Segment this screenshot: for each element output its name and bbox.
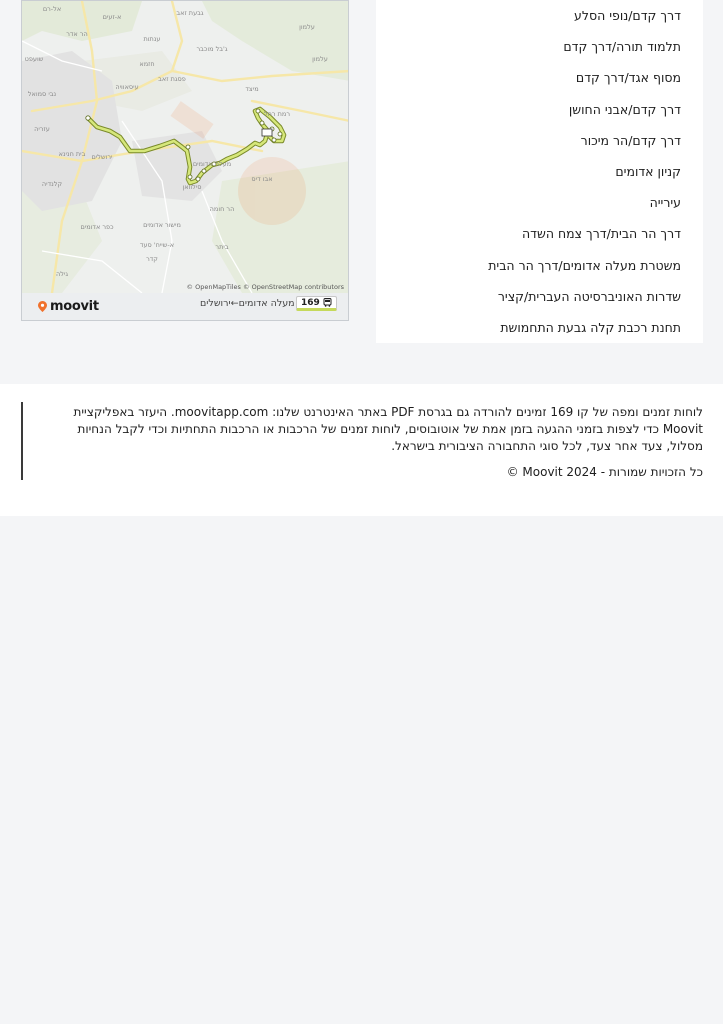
map-place-label: חזמא bbox=[139, 60, 155, 68]
moovit-logo bbox=[38, 298, 99, 314]
map-place-label: רמת רחל bbox=[263, 110, 291, 118]
map-place-label: עיסאוויה bbox=[115, 83, 139, 91]
map-place-label: הר אדר bbox=[66, 30, 88, 38]
map-place-label: הר חומה bbox=[209, 205, 235, 213]
map-place-label: מישור אדומים bbox=[143, 221, 181, 229]
map-attribution: © OpenMapTiles © OpenStreetMap contributors bbox=[186, 283, 344, 291]
route-direction-label: מעלה אדומים←ירושלים bbox=[200, 298, 295, 309]
map-place-label: סילוואן bbox=[182, 183, 202, 191]
map-place-label: כפר אדומים bbox=[80, 223, 114, 231]
map-footer bbox=[22, 292, 348, 320]
map-place-label: שועפט bbox=[24, 55, 44, 63]
copyright-text: כל הזכויות שמורות - Moovit 2024 © bbox=[506, 465, 703, 479]
map-place-label: מעלה אדומים bbox=[192, 160, 232, 168]
map-place-label: ירושלים bbox=[91, 153, 113, 161]
route-map[interactable] bbox=[21, 0, 349, 321]
route-number: 169 bbox=[301, 297, 320, 308]
stop-item: דרך הר הבית/דרך צמח השדה bbox=[521, 226, 681, 241]
top-area bbox=[0, 0, 723, 384]
stop-item: תלמוד תורה/דרך קדם bbox=[563, 39, 681, 54]
info-description: לוחות זמנים ומפה של קו 169 זמינים להורדה גם בגרסת PDF באתר האינטרנט שלנו: moovitapp.com. היעזר באפליקציית Moovit כדי לצפות בזמני ההגעה בזמן אמת של אוטובוסים, לוחות זמנים של הרכבות או הרכבות התחתיות וכדי לקבל הנחיות מסלול, צעד אחר צעד, לכל סוגי התחבורה הציבורית בישראל. bbox=[73, 405, 703, 453]
quote-bar bbox=[21, 402, 23, 480]
map-place-label: מיצד bbox=[245, 85, 259, 93]
map-place-label: קדר bbox=[146, 255, 158, 263]
stop-item: תחנת רכבת קלה גבעת התחמושת bbox=[500, 320, 681, 335]
stop-item: עירייה bbox=[649, 195, 681, 210]
stop-item: משטרת מעלה אדומים/דרך הר הבית bbox=[488, 258, 681, 273]
info-section bbox=[0, 384, 723, 516]
stop-item: קניון אדומים bbox=[615, 164, 681, 179]
moovit-pin-icon bbox=[38, 301, 47, 312]
map-place-label: קלנדיה bbox=[41, 180, 63, 188]
map-place-label: אבו דיס bbox=[251, 175, 273, 183]
map-place-label: ענתות bbox=[143, 35, 161, 43]
map-place-label: ג'בל מוכבר bbox=[196, 45, 228, 53]
stop-item: דרך קדם/אבני החושן bbox=[568, 102, 681, 117]
map-place-label: אל-רם bbox=[42, 5, 62, 13]
stop-item: מסוף אגד/דרך קדם bbox=[575, 70, 681, 85]
stop-item: דרך קדם/נופי הסלע bbox=[574, 8, 681, 23]
stops-list-card bbox=[376, 0, 703, 343]
stop-item: שדרות האוניברסיטה העברית/קציר bbox=[497, 289, 681, 304]
map-place-label: עלמון bbox=[312, 55, 328, 63]
route-number-badge bbox=[296, 296, 337, 311]
map-place-label: עזריה bbox=[34, 125, 50, 133]
map-place-label: בית חנינא bbox=[58, 150, 86, 158]
map-place-label: גילה bbox=[55, 270, 69, 278]
map-canvas[interactable] bbox=[22, 1, 349, 293]
map-place-label: גבעת זאב bbox=[176, 9, 204, 17]
map-place-label: עלמון bbox=[299, 23, 315, 31]
map-place-label: פסגת זאב bbox=[158, 75, 186, 83]
moovit-logo-text: moovit bbox=[50, 298, 99, 314]
map-place-label: א-שייח' סעד bbox=[139, 241, 175, 249]
map-place-label: נבי סמואל bbox=[27, 90, 57, 98]
bus-icon bbox=[323, 298, 332, 307]
stop-item: דרך קדם/הר מיכור bbox=[580, 133, 681, 148]
map-place-label: ביתר bbox=[215, 243, 229, 251]
map-place-label: א-זעים bbox=[102, 13, 122, 21]
